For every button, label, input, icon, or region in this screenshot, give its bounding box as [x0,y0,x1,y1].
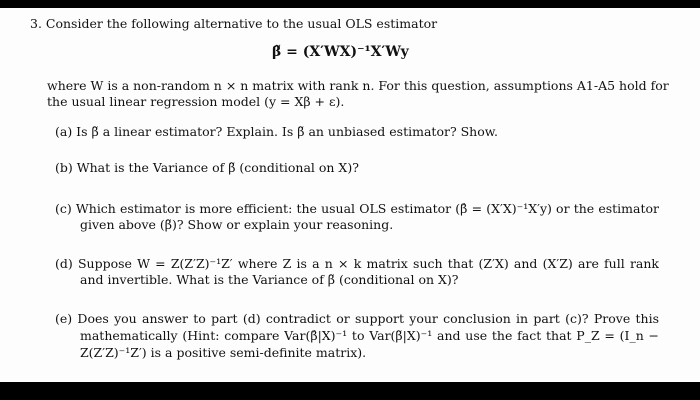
intro-line-2: the usual linear regression model (y = Xβ + ε). [47,94,345,109]
intro-line-1: where W is a non-random n × n matrix with rank n. For this question, assumptions A1-A5 hold for [47,78,669,93]
bottom-black-border [0,382,700,400]
part-d-line-2: and invertible. What is the Variance of β̃ (conditional on X)? [80,272,459,287]
part-e-line-1: (e) Does you answer to part (d) contradict or support your conclusion in part (c)? Prove this [55,311,659,326]
part-c-line-1: (c) Which estimator is more efficient: the usual OLS estimator (β̂ = (X′X)⁻¹X′y) or the estimator [55,201,659,216]
estimator-equation: β̃ = (X′WX)⁻¹X′Wy [272,44,409,60]
part-c-line-2: given above (β̃)? Show or explain your reasoning. [80,217,394,232]
top-black-border [0,0,700,8]
question-heading: 3. Consider the following alternative to the usual OLS estimator [30,16,438,31]
part-a-line-1: (a) Is β̃ a linear estimator? Explain. Is β̃ an unbiased estimator? Show. [55,124,498,139]
part-e-line-2: mathematically (Hint: compare Var(β̂|X)⁻¹ to Var(β̃|X)⁻¹ and use the fact that P_Z = (I_n − [80,328,659,343]
document-page [0,8,700,382]
part-e-line-3: Z(Z′Z)⁻¹Z′) is a positive semi-definite matrix). [80,345,367,360]
part-d-line-1: (d) Suppose W = Z(Z′Z)⁻¹Z′ where Z is a n × k matrix such that (Z′X) and (X′Z) are full rank [55,256,659,271]
part-b-line-1: (b) What is the Variance of β̃ (conditional on X)? [55,160,359,175]
